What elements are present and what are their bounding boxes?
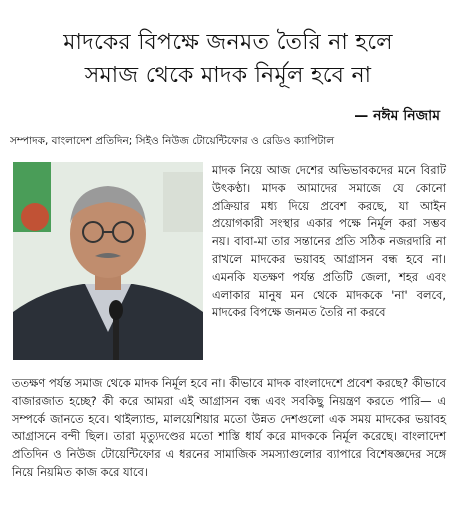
headline-line-2: সমাজ থেকে মাদক নির্মূল হবে না: [84, 63, 372, 88]
headline: [10, 0, 446, 92]
body-column-paragraph: মাদক নিয়ে আজ দেশের অভিভাবকদের মনে বিরাট উৎকণ্ঠা। মাদক আমাদের সমাজে যে কোনো প্রক্রিয়ার মধ্য দিয়ে প্রবেশ করছে, যা আইন প্রয়োগকারী সংস্থার একার পক্ষে নির্মূল করা সম্ভব নয়। বাবা-মা তার সন্তানের প্রতি সঠিক নজরদারি না রাখলে মাদকের ভয়াবহ আগ্রাসন বন্ধ হবে না। এমনকি যতক্ষণ পর্যন্ত প্রতিটি জেলা, শহর এবং এলাকার মানুষ মন থেকে মাদককে 'না' বলবে, মাদকের বিপক্ষে জনমত তৈরি না করবে: [212, 163, 446, 320]
author-photo: [13, 162, 203, 360]
article-body-full-width: [12, 375, 446, 482]
article-body-column: [212, 162, 446, 322]
author-description: সম্পাদক, বাংলাদেশ প্রতিদিন; সিইও নিউজ টোয়েন্টিফোর ও রেডিও ক্যাপিটাল: [10, 135, 335, 147]
headline-line-1: মাদকের বিপক্ষে জনমত তৈরি না হলে: [63, 30, 393, 55]
author-portrait-image: [13, 162, 203, 360]
body-full-paragraph: ততক্ষণ পর্যন্ত সমাজ থেকে মাদক নির্মূল হবে না। কীভাবে মাদক বাংলাদেশে প্রবেশ করছে? কীভাবে বাজারজাত হচ্ছে? কী করে আমরা এই আগ্রাসন বন্ধ এবং সবকিছু নিয়ন্ত্রণ করতে পারি— এ সম্পর্কে জানতে হবে। থাইল্যান্ড, মালয়েশিয়ার মতো উন্নত দেশগুলো এক সময় মাদকের ভয়াবহ আগ্রাসনে বন্দী ছিল। তারা মৃত্যুদণ্ডের মতো শাস্তি ধার্য করে মাদককে নির্মূল করেছে। বাংলাদেশ প্রতিদিন ও নিউজ টোয়েন্টিফোর এ ধরনের সামাজিক সমস্যাগুলোর ব্যাপারে বিশেষজ্ঞদের সঙ্গে নিয়ে নিয়মিত কাজ করে যাবে।: [12, 376, 446, 479]
byline: — নঈম নিজাম: [354, 108, 440, 124]
